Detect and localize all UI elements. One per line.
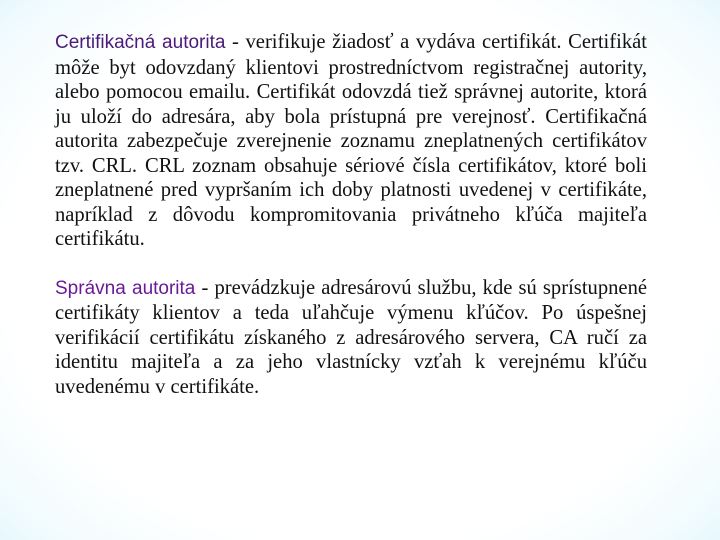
paragraph-certification-authority bbox=[55, 30, 647, 252]
paragraph-directory-authority bbox=[55, 276, 647, 400]
slide-content bbox=[55, 30, 647, 510]
term-certification-authority: Certifikačná autorita bbox=[55, 32, 226, 53]
term-directory-authority: Správna autorita bbox=[55, 277, 196, 299]
paragraph-body: - prevádzkuje adresárovú službu, kde sú sprístupnené certifikáty klientov a teda uľahčuje výmenu kľúčov. Po úspešnej verifikácií certifikátu získaného z adresárového servera, CA ručí za identitu majiteľa a za jeho vlastnícky vzťah k verejnému kľúču uvedenému v certifikáte. bbox=[55, 276, 648, 398]
paragraph-body: - verifikuje žiadosť a vydáva certifikát. Certifikát môže byt odovzdaný klientovi prostredníctvom registračnej autority, alebo pomocou emailu. Certifikát odovzdá tiež správnej autorite, ktorá ju uloží do adresára, aby bola prístupná pre verejnosť. Certifikačná autorita zabezpečuje zverejnenie zoznamu zneplatnených certifikátov tzv. CRL. CRL zoznam obsahuje sériové čísla certifikátov, ktoré boli zneplatnené pred vypršaním ich doby platnosti uvedenej v certifikáte, napríklad z dôvodu kompromitovania privátneho kľúča majiteľa certifikátu. bbox=[55, 31, 648, 250]
